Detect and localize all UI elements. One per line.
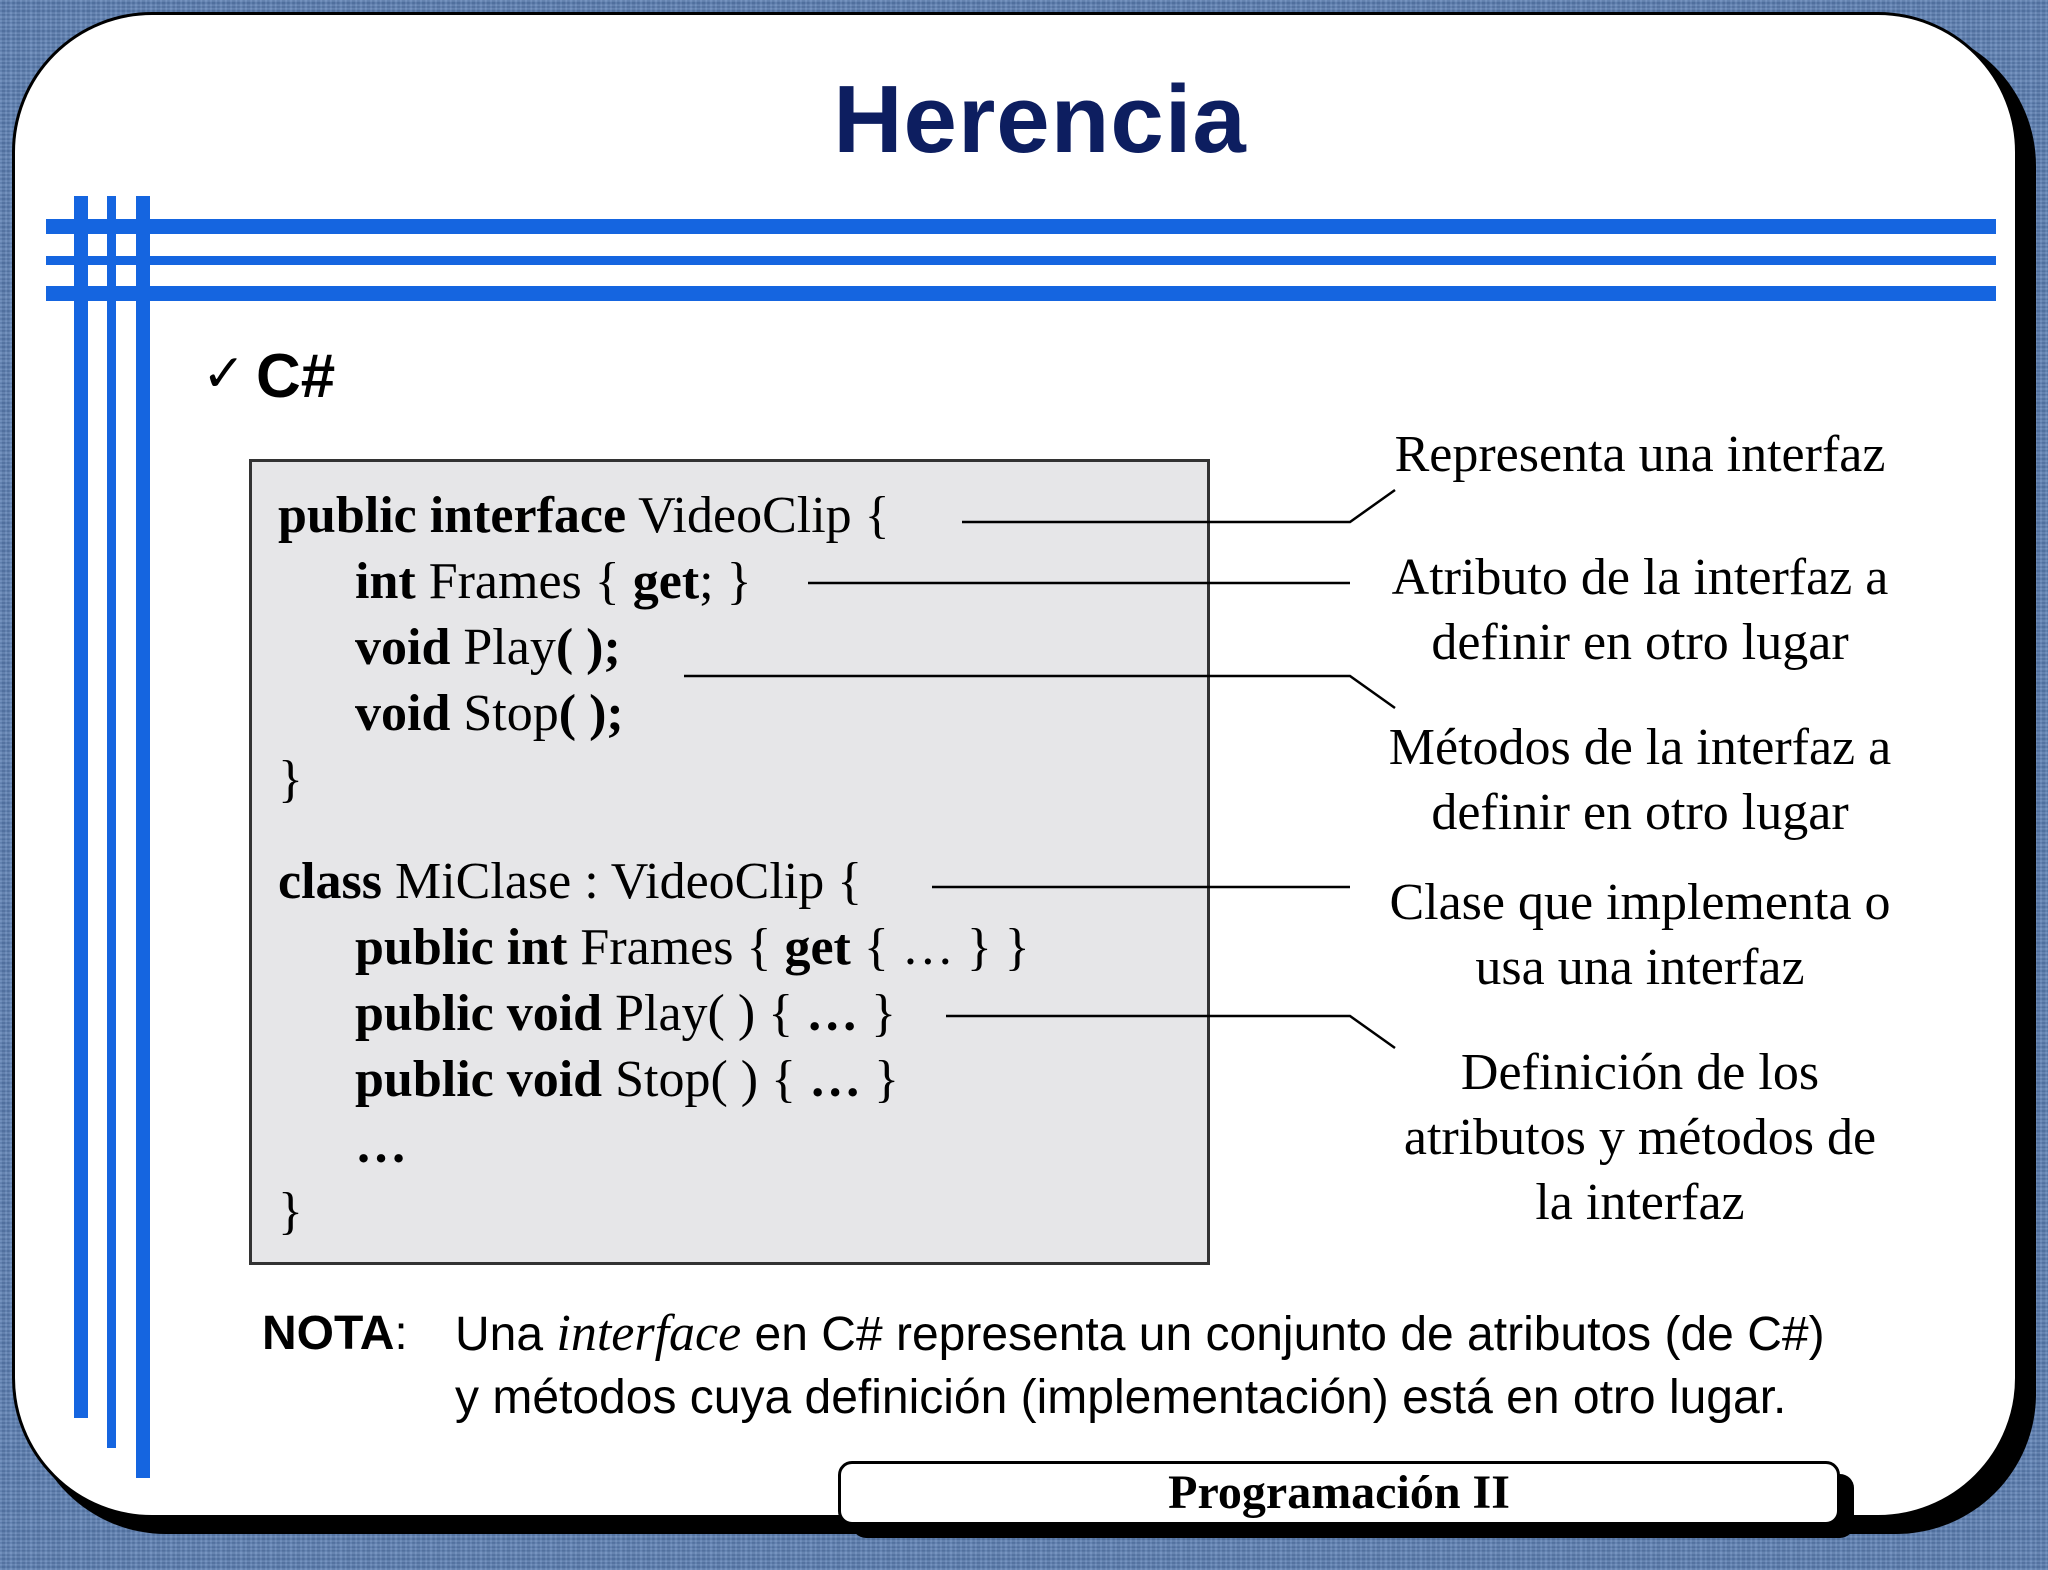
slide-title: Herencia	[833, 66, 1247, 173]
footer-course-label: Programación II	[838, 1461, 1840, 1525]
code-text: Play	[450, 619, 556, 676]
leader-line-definition	[946, 1016, 1395, 1048]
annotation-line: Atributo de la interfaz a	[1391, 549, 1889, 606]
note-colon: :	[394, 1307, 408, 1360]
leader-line-methods	[684, 676, 1395, 708]
code-keyword: void	[355, 685, 451, 742]
annotation-line: Definición de los	[1460, 1044, 1820, 1101]
annotation-class	[1370, 870, 1910, 1000]
annotation-interface	[1370, 422, 1910, 487]
note-text: Una	[455, 1308, 557, 1361]
annotation-line: la interfaz	[1535, 1174, 1745, 1231]
code-text: Stop( ) {	[602, 1051, 810, 1108]
code-text: }	[858, 985, 897, 1042]
note-text: en C# representa un conjunto de atributos (de C#)	[741, 1308, 1825, 1361]
annotation-definition	[1370, 1040, 1910, 1235]
code-text: Frames {	[415, 553, 633, 610]
code-ellipsis: …	[355, 1117, 407, 1174]
code-keyword: public interface	[278, 487, 627, 544]
code-text: VideoClip {	[626, 487, 890, 544]
note-italic-term: interface	[556, 1305, 742, 1362]
annotation-line: definir en otro lugar	[1431, 614, 1849, 671]
code-line-close-class: }	[278, 1183, 303, 1240]
code-keyword: get	[784, 919, 851, 976]
bullet-label: C#	[256, 342, 336, 411]
code-line-close-interface: }	[278, 751, 303, 808]
code-punctuation: ( );	[558, 685, 624, 742]
check-mark-icon: ✓	[202, 344, 246, 404]
code-keyword: int	[355, 553, 416, 610]
code-text: ; }	[699, 553, 752, 610]
annotation-line: Representa una interfaz	[1394, 426, 1886, 483]
code-punctuation: ( );	[555, 619, 621, 676]
code-text: }	[861, 1051, 900, 1108]
annotation-methods	[1370, 715, 1910, 845]
code-keyword: public void	[355, 1051, 603, 1108]
annotation-line: Clase que implementa o	[1389, 874, 1891, 931]
annotation-line: atributos y métodos de	[1403, 1109, 1877, 1166]
annotation-line: usa una interfaz	[1475, 939, 1805, 996]
code-text: MiClase : VideoClip {	[382, 853, 863, 910]
annotation-line: Métodos de la interfaz a	[1388, 719, 1892, 776]
code-text: Play( ) {	[602, 985, 807, 1042]
code-keyword: void	[355, 619, 451, 676]
annotation-attribute	[1370, 545, 1910, 675]
note-label-text: NOTA	[262, 1307, 395, 1360]
code-text: Stop	[450, 685, 559, 742]
note-line-1	[455, 1305, 1825, 1362]
code-keyword: class	[278, 853, 382, 910]
code-text: { … } }	[850, 919, 1030, 976]
code-keyword: get	[632, 553, 700, 610]
code-keyword: public void	[355, 985, 603, 1042]
code-ellipsis: …	[809, 1051, 862, 1108]
code-text: Frames {	[567, 919, 785, 976]
code-keyword: public int	[355, 919, 568, 976]
annotation-line: definir en otro lugar	[1431, 784, 1849, 841]
note-line-2: y métodos cuya definición (implementación) está en otro lugar.	[455, 1371, 1787, 1424]
note-label	[262, 1307, 408, 1360]
leader-line-interface	[962, 490, 1395, 522]
code-ellipsis: …	[806, 985, 859, 1042]
